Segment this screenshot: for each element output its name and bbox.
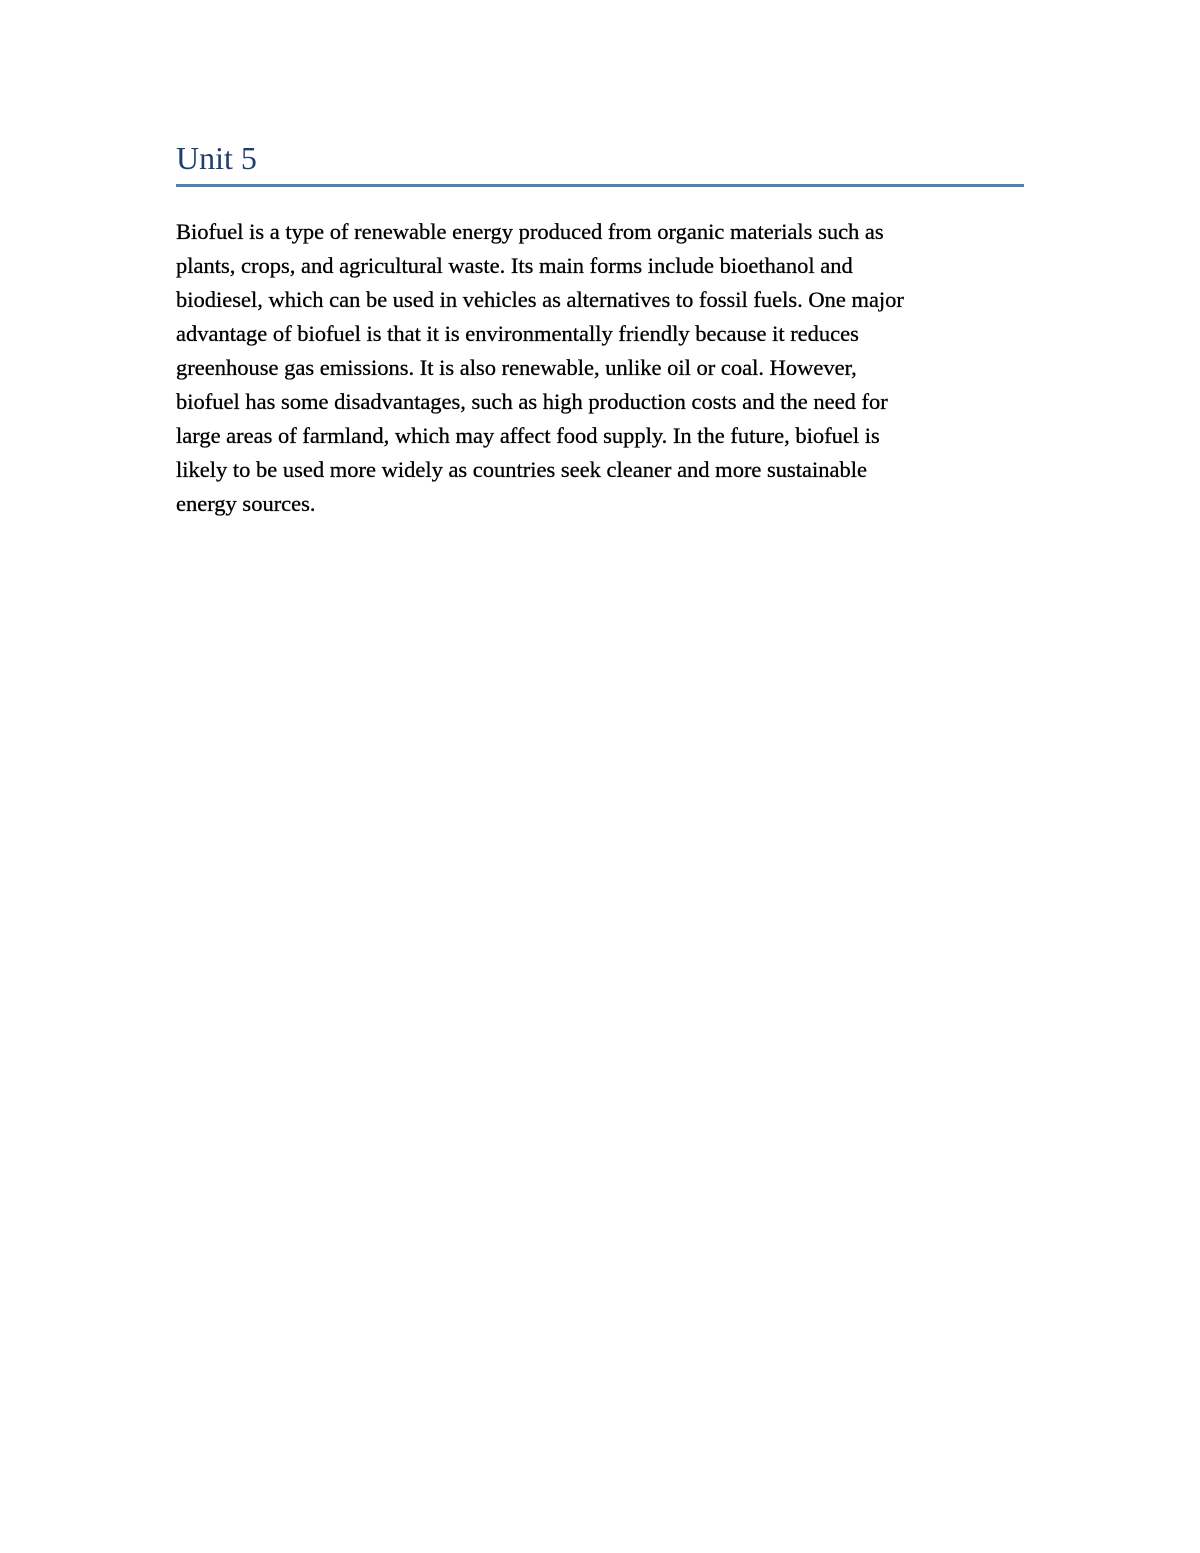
paragraph-line: advantage of biofuel is that it is environmentally friendly because it reduces (176, 321, 859, 346)
heading-block (176, 138, 1024, 187)
paragraph-line: biodiesel, which can be used in vehicles as alternatives to fossil fuels. One major (176, 287, 904, 312)
paragraph-line: plants, crops, and agricultural waste. Its main forms include bioethanol and (176, 253, 853, 278)
body-paragraph (176, 215, 1024, 521)
paragraph-line: likely to be used more widely as countries seek cleaner and more sustainable (176, 457, 868, 482)
paragraph-line: energy sources. (176, 491, 316, 516)
paragraph-line: large areas of farmland, which may affect food supply. In the future, biofuel is (176, 423, 880, 448)
paragraph-line: greenhouse gas emissions. It is also renewable, unlike oil or coal. However, (176, 355, 857, 380)
paragraph-line: biofuel has some disadvantages, such as high production costs and the need for (176, 389, 888, 414)
page-title: Unit 5 (176, 140, 257, 176)
paragraph-line: Biofuel is a type of renewable energy produced from organic materials such as (176, 219, 884, 244)
title-underline-rule (176, 184, 1024, 187)
